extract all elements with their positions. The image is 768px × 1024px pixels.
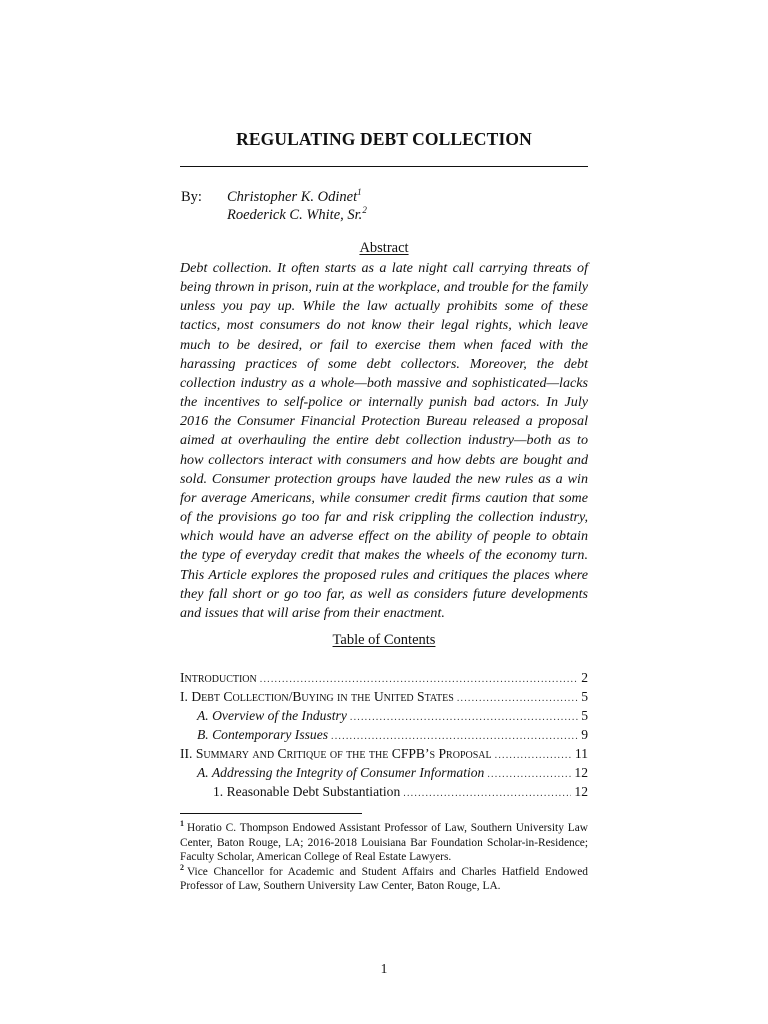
- abstract-heading: Abstract: [359, 240, 409, 256]
- toc-entry-label: 1. Reasonable Debt Substantiation: [213, 784, 401, 799]
- toc-entry-page: 5: [581, 689, 588, 704]
- byline-label: By:: [181, 189, 202, 205]
- author-1-name: Christopher K. Odinet: [227, 189, 358, 205]
- article-title: REGULATING DEBT COLLECTION: [236, 129, 532, 149]
- footnote-2: [180, 862, 588, 894]
- toc-entry-part-1[interactable]: [180, 687, 588, 706]
- toc-entry-part-2[interactable]: [180, 744, 588, 763]
- toc-entry-label: A. Overview of the Industry: [197, 708, 347, 723]
- footnote-1: [180, 821, 588, 865]
- toc-entry-part-2-a-1[interactable]: [180, 782, 588, 801]
- toc-entry-page: 9: [581, 727, 588, 742]
- footnote-2-text: Vice Chancellor for Academic and Student Affairs and Charles Hatfield Endowed Professor of Law, Southern University Law Center, Baton Rouge, LA.: [180, 865, 588, 893]
- toc-leader-dots: [457, 689, 578, 708]
- toc-entry-part-1-b[interactable]: [180, 725, 588, 744]
- toc-entry-introduction[interactable]: [180, 668, 588, 687]
- table-of-contents: [180, 668, 588, 801]
- title-divider: [180, 166, 588, 167]
- toc-entry-page: 12: [574, 784, 588, 799]
- toc-entry-part-2-a[interactable]: [180, 763, 588, 782]
- author-2-footnote-mark[interactable]: 2: [362, 205, 367, 215]
- toc-entry-label: A. Addressing the Integrity of Consumer Information: [197, 765, 485, 780]
- toc-entry-part-1-a[interactable]: [180, 706, 588, 725]
- footnote-1-mark: 1: [180, 819, 184, 828]
- toc-leader-dots: [403, 784, 571, 803]
- footnote-divider: [180, 813, 362, 814]
- toc-entry-page: 11: [574, 746, 588, 761]
- author-1-footnote-mark[interactable]: 1: [357, 187, 362, 197]
- toc-leader-dots: [495, 746, 572, 765]
- abstract-body: Debt collection. It often starts as a late night call carrying threats of being thrown in prison, ruin at the workplace, and trouble for the family unless you pay up. While the law actually prohibits some of these tactics, most consumers do not know their legal rights, which leave much to be desired, or fail to exercise them when faced with the harassing practices of some debt collectors. Moreover, the debt collection industry as a whole—both massive and sophisticated—lacks the incentives to self-police or internally punish bad actors. In July 2016 the Consumer Financial Protection Bureau released a proposal aimed at overhauling the entire debt collection industry—both as to how collectors interact with consumers and how debts are bought and sold. Consumer protection groups have lauded the new rules as a win for average Americans, while consumer credit firms caution that some of the provisions go too far and risk crippling the collection industry, which would have an adverse effect on the ability of people to obtain the type of everyday credit that makes the wheels of the economy turn. This Article explores the proposed rules and critiques the places where they fall short or go too far, as well as considers future developments and issues that will arise from their enactment.: [180, 260, 588, 621]
- toc-leader-dots: [350, 708, 578, 727]
- author-1: [227, 187, 362, 207]
- toc-entry-page: 2: [581, 670, 588, 685]
- toc-entry-page: 12: [574, 765, 588, 780]
- toc-entry-label: B. Contemporary Issues: [197, 727, 329, 742]
- toc-heading: Table of Contents: [332, 632, 436, 648]
- document-page: [180, 0, 588, 1024]
- toc-entry-label: II. Summary and Critique of the the CFPB’s Proposal: [180, 746, 492, 761]
- footnote-2-mark: 2: [180, 862, 184, 872]
- toc-leader-dots: [487, 765, 571, 784]
- author-2: [227, 205, 367, 225]
- toc-entry-label: I. Debt Collection/Buying in the United States: [180, 689, 454, 704]
- page-number: 1: [380, 961, 388, 976]
- footnote-1-text: Horatio C. Thompson Endowed Assistant Professor of Law, Southern University Law Center, Baton Rouge, LA; 2016-2018 Louisiana Bar Foundation Scholar-in-Residence; Faculty Scholar, American College of Real Estate Lawyers.: [180, 822, 588, 864]
- author-2-name: Roederick C. White, Sr.: [227, 207, 363, 223]
- toc-entry-label: Introduction: [180, 670, 257, 685]
- toc-entry-page: 5: [581, 708, 588, 723]
- footnotes: [180, 821, 588, 894]
